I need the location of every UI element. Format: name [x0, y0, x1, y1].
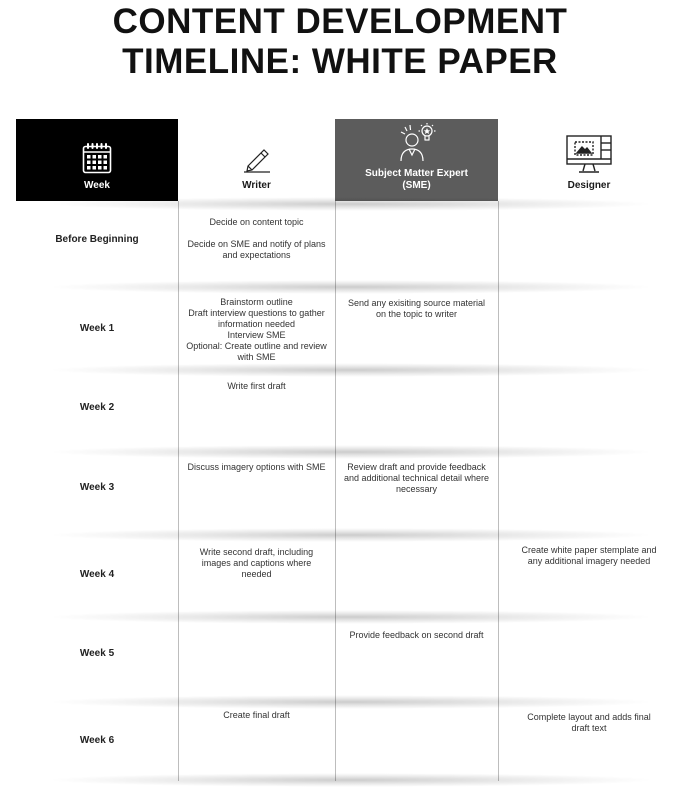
- writer-task: [178, 217, 335, 261]
- task-line: Decide on SME and notify of plans and expectations: [187, 239, 326, 260]
- task-line: Complete layout and adds final draft text: [527, 712, 651, 733]
- pencil-icon: [242, 144, 272, 174]
- column-divider: [498, 201, 499, 781]
- row-shadow: [46, 610, 656, 624]
- designer-task: [498, 712, 680, 734]
- page-title: [0, 2, 680, 82]
- row-shadow: [46, 695, 656, 709]
- task-line: Provide feedback on second draft: [349, 630, 484, 640]
- writer-task: [178, 710, 335, 721]
- page-title-line1: CONTENT DEVELOPMENT: [112, 2, 568, 41]
- timeline-table: [16, 119, 680, 781]
- week-label: Before Beginning: [55, 234, 139, 245]
- writer-task: [178, 462, 335, 473]
- header-sme: [335, 119, 498, 201]
- task-line: Create white paper stemplate and any additional imagery needed: [521, 545, 657, 566]
- week-label: Week 2: [79, 402, 115, 413]
- header-week-label: Week: [84, 180, 110, 191]
- header-week: [16, 119, 178, 201]
- sme-task: [335, 630, 498, 641]
- header-writer-label: Writer: [242, 180, 271, 191]
- sme-task: [335, 462, 498, 495]
- expert-lightbulb-icon: [397, 122, 437, 162]
- row-shadow: [46, 280, 656, 294]
- task-line: Send any exisiting source material on the topic to writer: [347, 298, 486, 319]
- sme-task: [335, 298, 498, 320]
- week-label: Week 6: [79, 735, 115, 746]
- task-line: Decide on content topic: [209, 217, 304, 227]
- designer-task: [498, 545, 680, 567]
- column-divider: [178, 201, 179, 781]
- row-shadow: [46, 773, 656, 787]
- week-label: Week 4: [79, 569, 115, 580]
- header-sme-label: Subject Matter Expert (SME): [365, 168, 468, 191]
- task-line: Discuss imagery options with SME: [187, 462, 326, 472]
- header-writer: [178, 119, 335, 201]
- row-shadow: [46, 528, 656, 542]
- week-label: Week 3: [79, 482, 115, 493]
- task-line: Interview SME: [227, 330, 286, 340]
- header-designer: [498, 119, 680, 201]
- week-label: Week 1: [79, 323, 115, 334]
- task-line: Optional: Create outline and review with SME: [186, 341, 327, 362]
- writer-task: [178, 297, 335, 363]
- writer-task: [178, 547, 335, 580]
- task-line: Write first draft: [227, 381, 286, 391]
- week-label: Week 5: [79, 648, 115, 659]
- page-title-line2: TIMELINE: WHITE PAPER: [122, 42, 558, 81]
- header-designer-label: Designer: [567, 180, 611, 191]
- task-line: Brainstorm outline: [220, 297, 293, 307]
- calendar-icon: [82, 142, 112, 174]
- task-line: Write second draft, including images and captions where needed: [199, 547, 314, 579]
- row-shadow: [46, 363, 656, 377]
- task-line: Create final draft: [223, 710, 290, 720]
- task-line: Draft interview questions to gather information needed: [188, 308, 325, 329]
- monitor-image-icon: [565, 134, 613, 174]
- task-line: Review draft and provide feedback and additional technical detail where necessary: [343, 462, 490, 494]
- row-shadow: [46, 445, 656, 459]
- writer-task: [178, 381, 335, 392]
